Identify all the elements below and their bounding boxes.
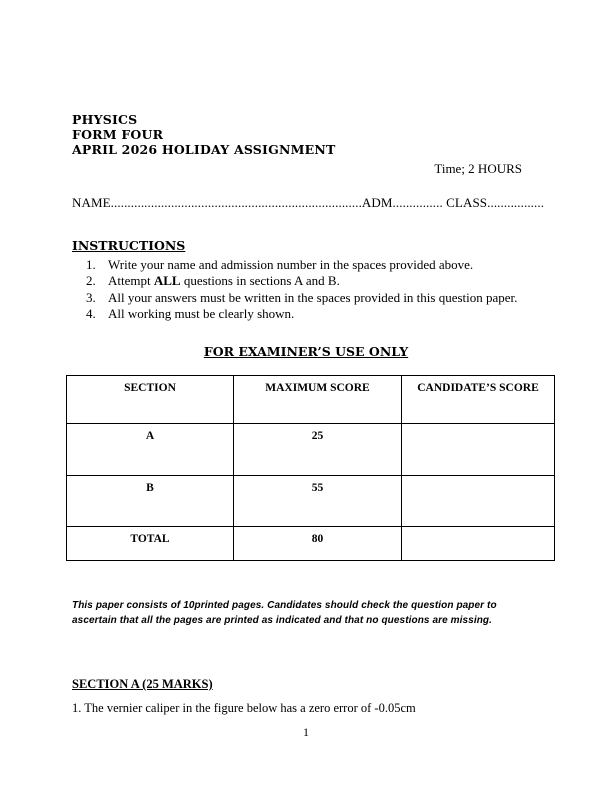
column-header-candidate-score: CANDIDATE’S SCORE xyxy=(402,376,555,424)
examiner-use-heading: FOR EXAMINER’S USE ONLY xyxy=(203,344,409,359)
section-cell: A xyxy=(67,424,234,476)
instruction-number: 4. xyxy=(86,305,96,321)
max-score-cell: 55 xyxy=(234,476,402,527)
instruction-text: Attempt ALL questions in sections A and B. xyxy=(108,273,340,289)
name-adm-class-line: NAME...........................................................................ADM............... CLASS................. xyxy=(72,195,545,210)
instruction-number: 3. xyxy=(86,289,96,305)
max-score-cell: 25 xyxy=(234,424,402,476)
instruction-item-2 xyxy=(86,273,556,289)
score-table xyxy=(66,375,555,561)
table-row xyxy=(67,424,555,476)
candidate-score-cell xyxy=(402,476,555,527)
score-table-header-row xyxy=(67,376,555,424)
subject-title: PHYSICS xyxy=(72,112,138,127)
printed-pages-note: This paper consists of 10printed pages. Candidates should check the question paper to ascertain that all the pages are printed as indicated and that no questions are missing. xyxy=(72,600,497,626)
instructions-list xyxy=(86,257,556,322)
section-cell: B xyxy=(67,476,234,527)
candidate-score-cell xyxy=(402,527,555,561)
instruction-text: All your answers must be written in the spaces provided in this question paper. xyxy=(108,289,518,305)
question-1-text: 1. The vernier caliper in the figure below has a zero error of -0.05cm xyxy=(72,701,416,715)
column-header-maximum-score: MAXIMUM SCORE xyxy=(234,376,402,424)
instruction-item-3 xyxy=(86,290,556,306)
section-a-heading: SECTION A (25 MARKS) xyxy=(72,677,213,691)
instruction-item-1 xyxy=(86,257,556,273)
table-row xyxy=(67,527,555,561)
time-allowed: Time; 2 HOURS xyxy=(434,161,522,176)
instructions-heading: INSTRUCTIONS xyxy=(72,238,186,253)
assignment-title: APRIL 2026 HOLIDAY ASSIGNMENT xyxy=(72,142,336,157)
candidate-score-cell xyxy=(402,424,555,476)
column-header-section: SECTION xyxy=(67,376,234,424)
form-level: FORM FOUR xyxy=(72,127,164,142)
table-row xyxy=(67,476,555,527)
document-header xyxy=(72,112,335,157)
instruction-text: All working must be clearly shown. xyxy=(108,305,295,321)
page-number: 1 xyxy=(303,725,309,739)
instruction-text: Write your name and admission number in the spaces provided above. xyxy=(108,257,474,272)
max-score-cell: 80 xyxy=(234,527,402,561)
instruction-number: 2. xyxy=(86,273,96,289)
instruction-number: 1. xyxy=(86,257,96,272)
instruction-item-4 xyxy=(86,306,556,322)
section-cell: TOTAL xyxy=(67,527,234,561)
